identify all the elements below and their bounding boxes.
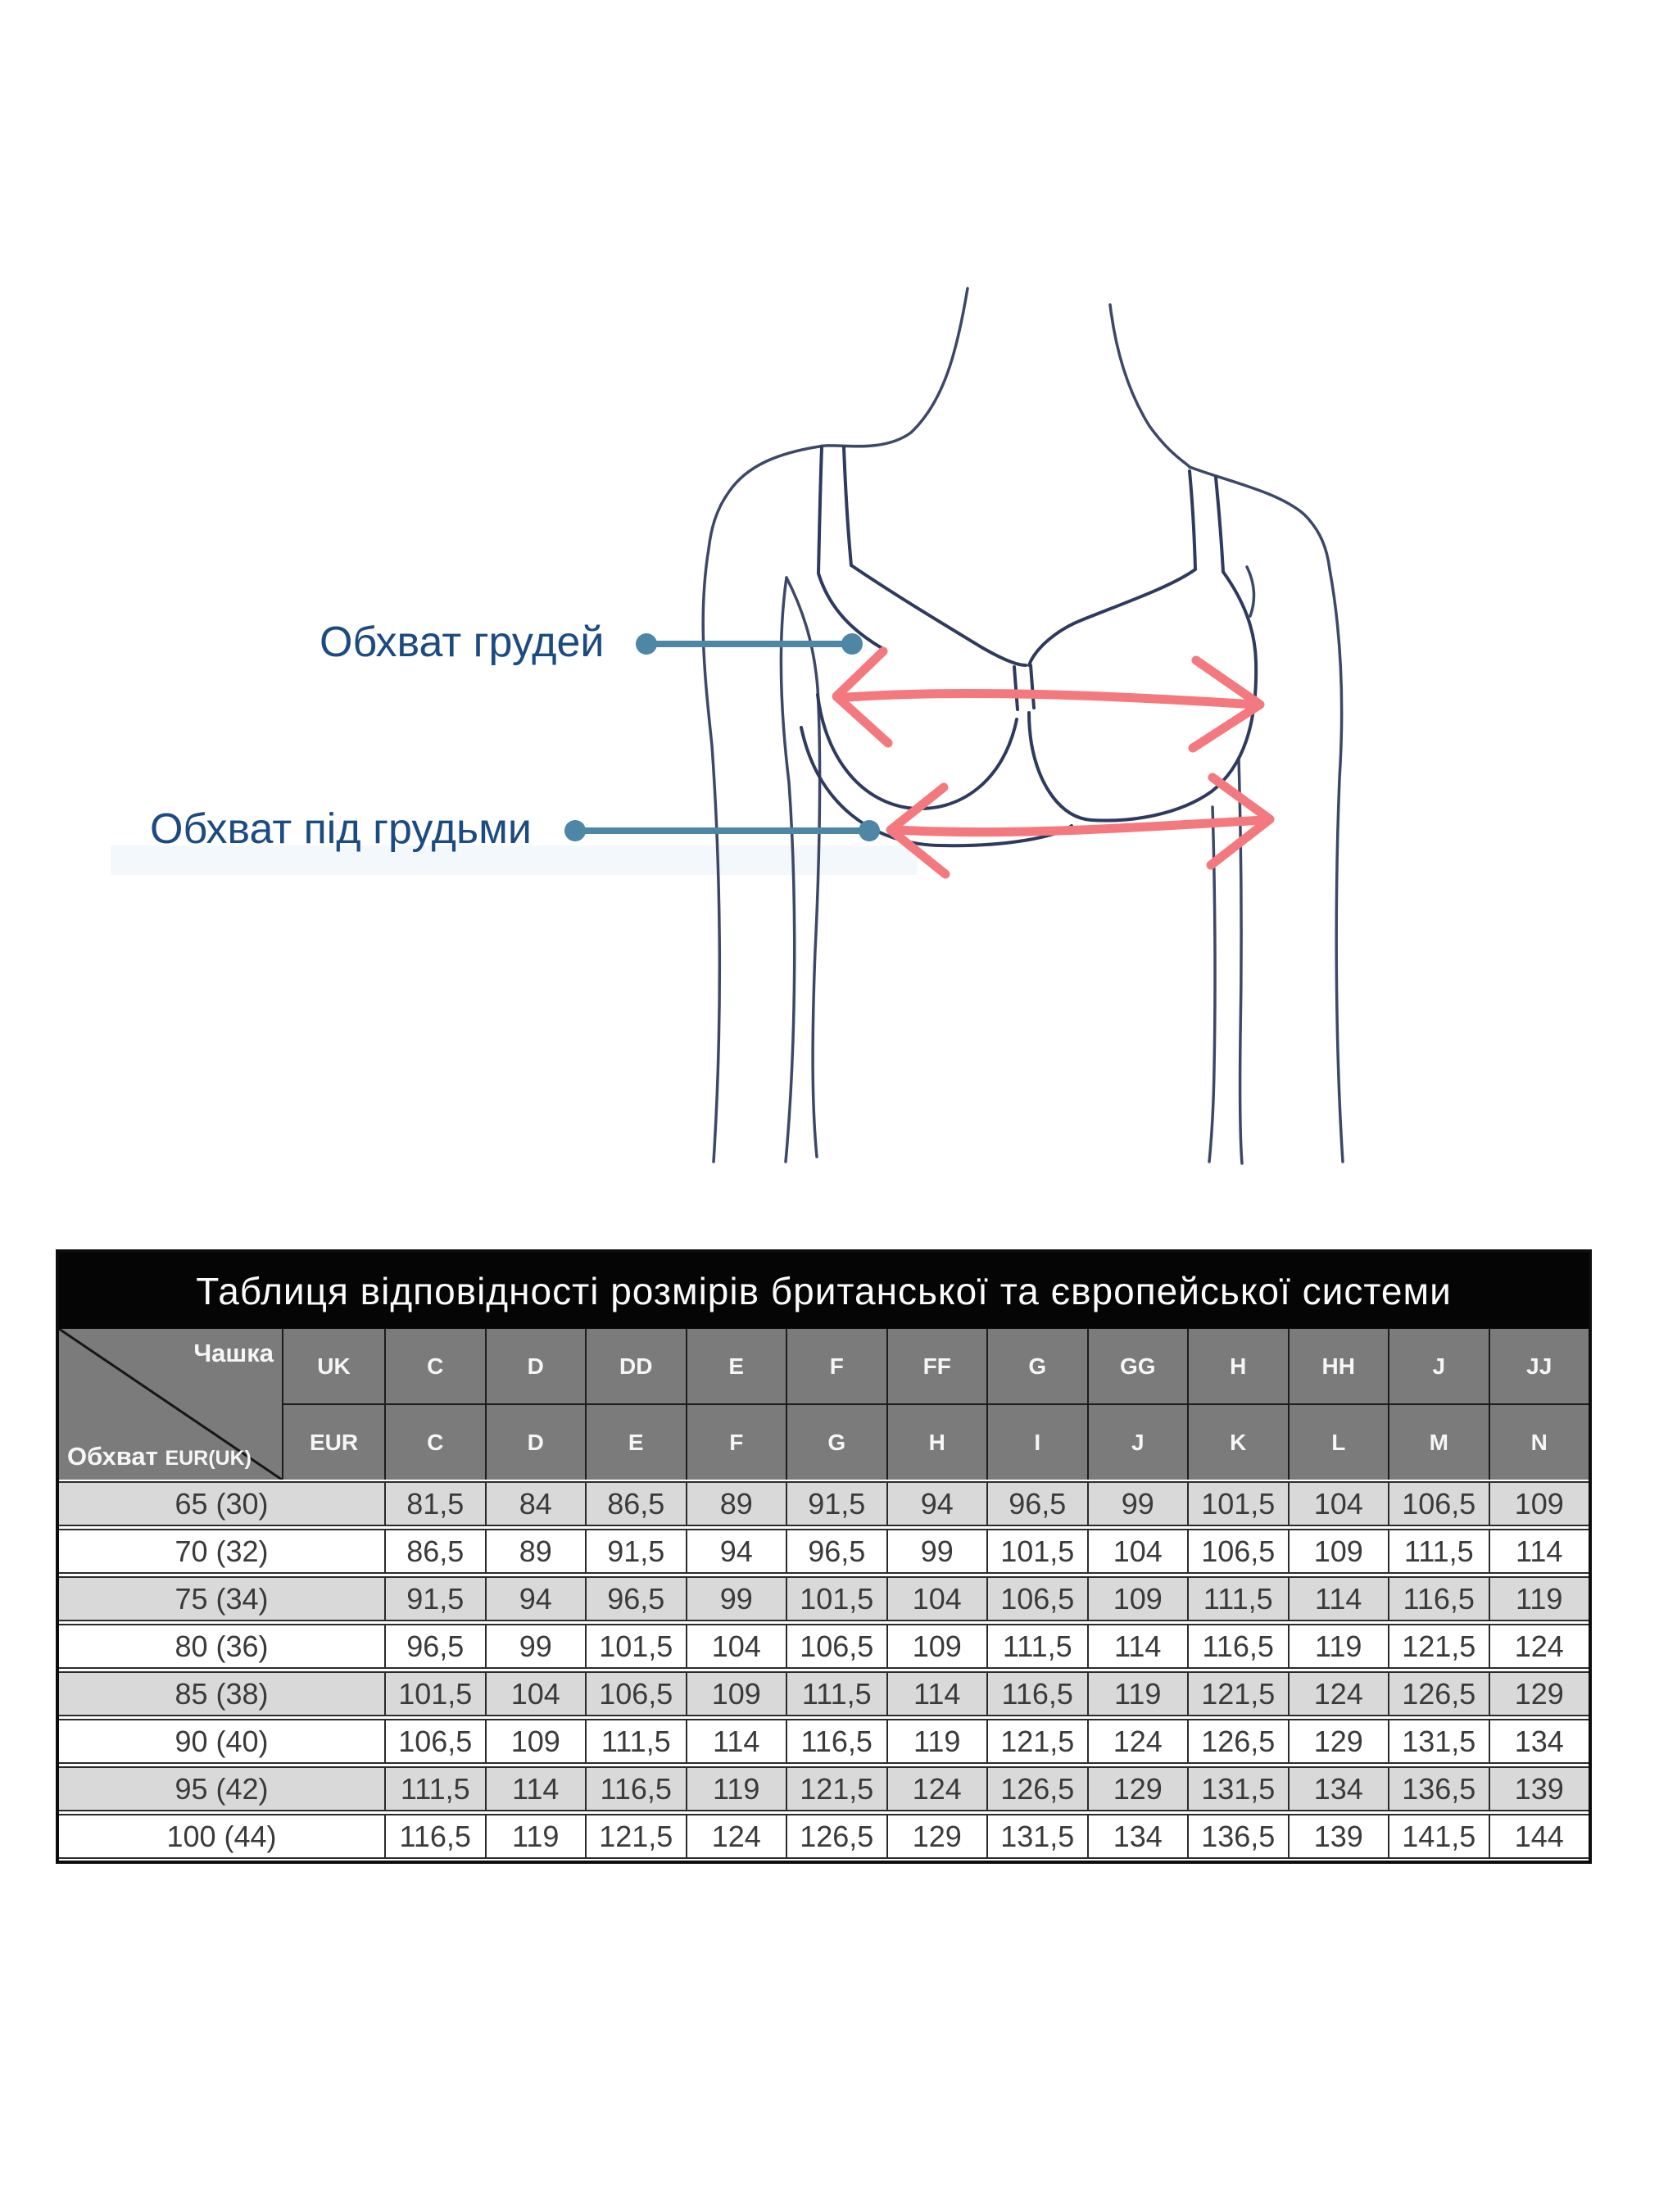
- size-value-cell: 131,5: [1388, 1720, 1489, 1762]
- size-value-cell: 129: [886, 1815, 987, 1857]
- row-band-label: 95 (42): [175, 1771, 269, 1806]
- uk-size-cell: JJ: [1489, 1329, 1589, 1405]
- size-value-cell: 94: [886, 1483, 987, 1525]
- table-data-row: [59, 1576, 1589, 1621]
- size-conversion-table: [56, 1249, 1592, 1864]
- size-value-cell: 116,5: [585, 1768, 686, 1810]
- size-value-cell: 89: [686, 1483, 786, 1525]
- size-value-cell: 81,5: [384, 1483, 485, 1525]
- size-value-cell: 114: [485, 1768, 586, 1810]
- uk-size-cell: E: [686, 1329, 786, 1405]
- size-value-cell: 111,5: [786, 1673, 886, 1715]
- size-value-cell: 119: [1489, 1578, 1589, 1620]
- size-value-cell: 96,5: [585, 1578, 686, 1620]
- size-value-cell: 141,5: [1388, 1815, 1489, 1857]
- table-data-row: [59, 1529, 1589, 1574]
- size-value-cell: 109: [1087, 1578, 1188, 1620]
- size-value-cell: 94: [485, 1578, 586, 1620]
- size-value-cell: 104: [886, 1578, 987, 1620]
- size-value-cell: 124: [686, 1815, 786, 1857]
- table-data-row: [59, 1671, 1589, 1716]
- bust-measure-arrow: [836, 651, 1260, 748]
- size-value-cell: 89: [485, 1530, 586, 1572]
- size-value-cell: 116,5: [1187, 1625, 1288, 1667]
- size-value-cell: 106,5: [986, 1578, 1087, 1620]
- size-value-cell: 101,5: [384, 1673, 485, 1715]
- size-value-cell: 121,5: [786, 1768, 886, 1810]
- table-data-row: [59, 1814, 1589, 1859]
- size-value-cell: 96,5: [786, 1530, 886, 1572]
- size-value-cell: 116,5: [786, 1720, 886, 1762]
- uk-size-cell: G: [986, 1329, 1087, 1405]
- size-value-cell: 104: [686, 1625, 786, 1667]
- size-value-cell: 114: [1489, 1530, 1589, 1572]
- size-value-cell: 126,5: [986, 1768, 1087, 1810]
- bra-outline: [801, 447, 1256, 845]
- size-value-cell: 96,5: [384, 1625, 485, 1667]
- uk-size-row: [282, 1329, 1589, 1405]
- eur-size-cell: I: [986, 1405, 1087, 1480]
- corner-cell: [59, 1329, 282, 1480]
- size-value-cell: 124: [1489, 1625, 1589, 1667]
- row-band-label: 85 (38): [175, 1676, 269, 1711]
- size-value-cell: 111,5: [384, 1768, 485, 1810]
- underbust-label: Обхват під грудьми: [150, 805, 532, 853]
- header-rows: [282, 1329, 1589, 1480]
- size-value-cell: 116,5: [1388, 1578, 1489, 1620]
- table-data-row: [59, 1624, 1589, 1669]
- size-value-cell: 119: [1087, 1673, 1188, 1715]
- size-value-cell: 126,5: [786, 1815, 886, 1857]
- size-value-cell: 139: [1288, 1815, 1389, 1857]
- size-value-cell: 119: [485, 1815, 586, 1857]
- size-value-cell: 106,5: [1187, 1530, 1288, 1572]
- eur-size-cell: K: [1187, 1405, 1288, 1480]
- table-title: Таблиця відповідності розмірів британської та європейської системи: [59, 1253, 1589, 1329]
- size-value-cell: 134: [1489, 1720, 1589, 1762]
- size-value-cell: 104: [1288, 1483, 1389, 1525]
- size-value-cell: 129: [1489, 1673, 1589, 1715]
- band-corner-label: [67, 1442, 252, 1471]
- uk-size-cell: GG: [1087, 1329, 1188, 1405]
- uk-size-cell: H: [1187, 1329, 1288, 1405]
- size-value-cell: 101,5: [1187, 1483, 1288, 1525]
- size-value-cell: 106,5: [1388, 1483, 1489, 1525]
- underbust-connector-line: [564, 820, 880, 841]
- size-value-cell: 109: [1489, 1483, 1589, 1525]
- size-value-cell: 129: [1288, 1720, 1389, 1762]
- uk-size-cell: D: [485, 1329, 586, 1405]
- eur-size-cell: N: [1489, 1405, 1589, 1480]
- size-value-cell: 134: [1288, 1768, 1389, 1810]
- size-value-cell: 96,5: [986, 1483, 1087, 1525]
- size-value-cell: 86,5: [384, 1530, 485, 1572]
- size-value-cell: 84: [485, 1483, 586, 1525]
- size-value-cell: 91,5: [786, 1483, 886, 1525]
- size-value-cell: 131,5: [986, 1815, 1087, 1857]
- size-value-cell: 99: [1087, 1483, 1188, 1525]
- uk-size-cell: F: [786, 1329, 886, 1405]
- size-value-cell: 99: [686, 1578, 786, 1620]
- row-band-label: 90 (40): [175, 1724, 269, 1758]
- table-body: [59, 1481, 1589, 1861]
- size-value-cell: 116,5: [986, 1673, 1087, 1715]
- size-value-cell: 99: [485, 1625, 586, 1667]
- uk-size-cell: DD: [585, 1329, 686, 1405]
- eur-size-cell: G: [786, 1405, 886, 1480]
- size-value-cell: 126,5: [1388, 1673, 1489, 1715]
- row-band-label: 100 (44): [166, 1819, 277, 1853]
- uk-size-cell: C: [384, 1329, 485, 1405]
- uk-size-cell: HH: [1288, 1329, 1389, 1405]
- eur-size-cell: J: [1087, 1405, 1188, 1480]
- size-value-cell: 136,5: [1388, 1768, 1489, 1810]
- size-value-cell: 129: [1087, 1768, 1188, 1810]
- size-value-cell: 104: [1087, 1530, 1188, 1572]
- size-value-cell: 106,5: [786, 1625, 886, 1667]
- uk-size-cell: J: [1388, 1329, 1489, 1405]
- size-value-cell: 119: [686, 1768, 786, 1810]
- row-band-label: 80 (36): [175, 1629, 269, 1663]
- eur-size-cell: L: [1288, 1405, 1389, 1480]
- bust-label: Обхват грудей: [320, 619, 605, 666]
- size-value-cell: 111,5: [1388, 1530, 1489, 1572]
- size-value-cell: 111,5: [585, 1720, 686, 1762]
- size-value-cell: 106,5: [384, 1720, 485, 1762]
- size-value-cell: 121,5: [986, 1720, 1087, 1762]
- eur-size-cell: H: [886, 1405, 987, 1480]
- size-value-cell: 86,5: [585, 1483, 686, 1525]
- size-value-cell: 139: [1489, 1768, 1589, 1810]
- size-value-cell: 101,5: [786, 1578, 886, 1620]
- uk-size-cell: FF: [886, 1329, 987, 1405]
- size-value-cell: 131,5: [1187, 1768, 1288, 1810]
- band-corner-sub: EUR(UK): [165, 1447, 252, 1470]
- size-value-cell: 121,5: [1388, 1625, 1489, 1667]
- size-value-cell: 114: [1288, 1578, 1389, 1620]
- eur-system-cell: EUR: [282, 1405, 384, 1480]
- table-data-row: [59, 1719, 1589, 1764]
- row-band-label: 65 (30): [175, 1486, 269, 1521]
- size-value-cell: 106,5: [585, 1673, 686, 1715]
- torso-outline: [703, 288, 1343, 1163]
- cup-corner-label: Чашка: [193, 1339, 274, 1367]
- band-corner-main: Обхват: [67, 1442, 158, 1471]
- size-value-cell: 114: [1087, 1625, 1188, 1667]
- uk-system-cell: UK: [282, 1329, 384, 1405]
- size-value-cell: 91,5: [384, 1578, 485, 1620]
- size-value-cell: 109: [686, 1673, 786, 1715]
- eur-size-cell: E: [585, 1405, 686, 1480]
- size-value-cell: 124: [1288, 1673, 1389, 1715]
- eur-size-cell: C: [384, 1405, 485, 1480]
- size-value-cell: 99: [886, 1530, 987, 1572]
- size-value-cell: 94: [686, 1530, 786, 1572]
- size-value-cell: 116,5: [384, 1815, 485, 1857]
- size-value-cell: 114: [686, 1720, 786, 1762]
- size-value-cell: 126,5: [1187, 1720, 1288, 1762]
- size-value-cell: 114: [886, 1673, 987, 1715]
- table-header: [59, 1329, 1589, 1480]
- size-value-cell: 136,5: [1187, 1815, 1288, 1857]
- eur-size-row: [282, 1405, 1589, 1480]
- size-value-cell: 91,5: [585, 1530, 686, 1572]
- size-value-cell: 111,5: [986, 1625, 1087, 1667]
- size-value-cell: 124: [886, 1768, 987, 1810]
- size-value-cell: 109: [485, 1720, 586, 1762]
- row-band-label: 70 (32): [175, 1534, 269, 1568]
- size-value-cell: 109: [886, 1625, 987, 1667]
- size-value-cell: 121,5: [585, 1815, 686, 1857]
- eur-size-cell: M: [1388, 1405, 1489, 1480]
- table-data-row: [59, 1481, 1589, 1526]
- size-value-cell: 124: [1087, 1720, 1188, 1762]
- size-value-cell: 134: [1087, 1815, 1188, 1857]
- eur-size-cell: F: [686, 1405, 786, 1480]
- eur-size-cell: D: [485, 1405, 586, 1480]
- size-value-cell: 119: [886, 1720, 987, 1762]
- size-value-cell: 119: [1288, 1625, 1389, 1667]
- row-band-label: 75 (34): [175, 1581, 269, 1616]
- size-value-cell: 144: [1489, 1815, 1589, 1857]
- size-value-cell: 121,5: [1187, 1673, 1288, 1715]
- size-value-cell: 104: [485, 1673, 586, 1715]
- size-value-cell: 101,5: [986, 1530, 1087, 1572]
- size-value-cell: 101,5: [585, 1625, 686, 1667]
- size-value-cell: 111,5: [1187, 1578, 1288, 1620]
- table-data-row: [59, 1766, 1589, 1811]
- size-value-cell: 109: [1288, 1530, 1389, 1572]
- bust-connector-line: [636, 633, 863, 655]
